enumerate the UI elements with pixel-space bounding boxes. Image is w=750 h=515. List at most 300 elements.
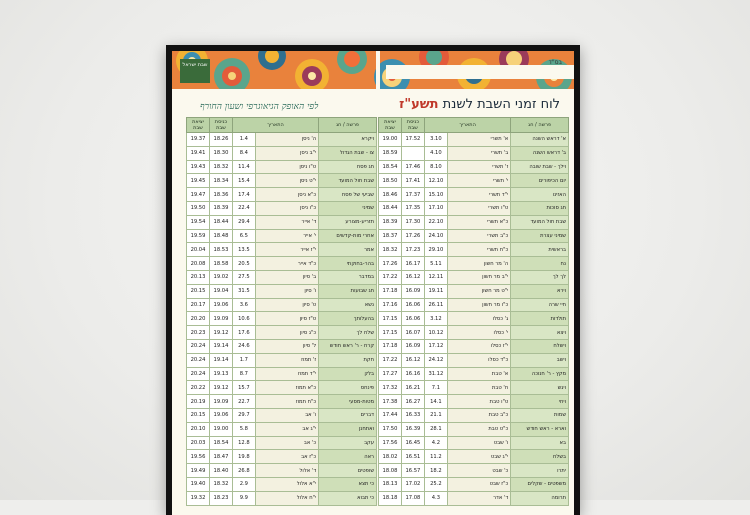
table-row: [379, 339, 569, 353]
corner-label: בס"ד: [548, 59, 562, 66]
parasha-cell: ראה: [319, 450, 377, 464]
table-row: [379, 160, 569, 174]
schedule-table-right: [378, 117, 569, 506]
table-row: [379, 436, 569, 450]
hebrew-date-cell: ה' מר חשון: [447, 257, 510, 271]
shabbat-enter-cell: 18.36: [209, 188, 232, 202]
header-exit: יציאת שבת: [379, 118, 402, 133]
hebrew-date-cell: י"א אלול: [255, 477, 318, 491]
shabbat-exit-cell: 18.02: [379, 450, 402, 464]
parasha-cell: משפטים - שקלים: [511, 477, 569, 491]
shabbat-exit-cell: 20.17: [187, 298, 210, 312]
hebrew-date-cell: א' טבת: [447, 367, 510, 381]
hebrew-date-cell: כ"ו מר חשון: [447, 298, 510, 312]
table-row: [379, 133, 569, 147]
hebrew-date-cell: ו' אב: [255, 408, 318, 422]
civil-date-cell: 21.1: [424, 408, 447, 422]
parasha-cell: שמות: [511, 408, 569, 422]
table-row: [187, 270, 377, 284]
header-date: התאריך: [232, 118, 318, 133]
shabbat-exit-cell: 19.40: [187, 477, 210, 491]
shabbat-exit-cell: 17.16: [379, 298, 402, 312]
shabbat-enter-cell: 16.07: [401, 326, 424, 340]
civil-date-cell: 10.12: [424, 326, 447, 340]
shabbat-exit-cell: 17.15: [379, 326, 402, 340]
shabbat-exit-cell: 19.50: [187, 201, 210, 215]
parasha-cell: ב' דראש השנה: [511, 146, 569, 160]
shabbat-enter-cell: 17.41: [401, 174, 424, 188]
parasha-cell: חקת: [319, 353, 377, 367]
title-year: תשע"ז: [399, 97, 439, 112]
shabbat-exit-cell: 17.32: [379, 381, 402, 395]
civil-date-cell: 5.8: [232, 422, 255, 436]
civil-date-cell: 24.6: [232, 339, 255, 353]
hebrew-date-cell: ח' טבת: [447, 381, 510, 395]
parasha-cell: וארא - ראש חודש: [511, 422, 569, 436]
parasha-cell: מטות-מסעי: [319, 395, 377, 409]
parasha-cell: עקב: [319, 436, 377, 450]
table-row: [379, 298, 569, 312]
shabbat-enter-cell: 16.33: [401, 408, 424, 422]
hebrew-date-cell: י"ט מר חשון: [447, 284, 510, 298]
parasha-cell: אמר: [319, 243, 377, 257]
shabbat-exit-cell: 17.44: [379, 408, 402, 422]
parasha-cell: נח: [511, 257, 569, 271]
shabbat-enter-cell: 17.37: [401, 188, 424, 202]
shabbat-exit-cell: 18.13: [379, 477, 402, 491]
parasha-cell: תולדות: [511, 312, 569, 326]
shabbat-exit-cell: 20.20: [187, 312, 210, 326]
table-row: [187, 339, 377, 353]
civil-date-cell: 24.12: [424, 353, 447, 367]
hebrew-date-cell: כ"ו ניסן: [255, 201, 318, 215]
hebrew-date-cell: י"ט ניסן: [255, 174, 318, 188]
civil-date-cell: 11.2: [424, 450, 447, 464]
shabbat-exit-cell: 17.50: [379, 422, 402, 436]
hebrew-date-cell: י"ג שבט: [447, 450, 510, 464]
civil-date-cell: 26.8: [232, 464, 255, 478]
shabbat-enter-cell: 16.09: [401, 284, 424, 298]
hebrew-date-cell: ד' אדר: [447, 491, 510, 505]
parasha-cell: בא: [511, 436, 569, 450]
civil-date-cell: 14.1: [424, 395, 447, 409]
hebrew-date-cell: ט' סיון: [255, 298, 318, 312]
parasha-cell: שבת חול המועד: [511, 215, 569, 229]
shabbat-exit-cell: 19.59: [187, 229, 210, 243]
shabbat-enter-cell: 16.12: [401, 270, 424, 284]
poster-subtitle: לפי האופק הגיאוגרפי ושעון החורף: [200, 102, 319, 112]
hebrew-date-cell: י' תשרי: [447, 174, 510, 188]
civil-date-cell: 31.12: [424, 367, 447, 381]
shabbat-enter-cell: 19.12: [209, 326, 232, 340]
table-row: [187, 243, 377, 257]
shabbat-enter-cell: 19.09: [209, 312, 232, 326]
table-row: [379, 270, 569, 284]
shabbat-enter-cell: 16.21: [401, 381, 424, 395]
shabbat-enter-cell: 16.06: [401, 298, 424, 312]
civil-date-cell: 29.4: [232, 215, 255, 229]
shabbat-exit-cell: 19.32: [187, 491, 210, 505]
shabbat-exit-cell: 20.15: [187, 284, 210, 298]
table-row: [187, 174, 377, 188]
table-row: [187, 229, 377, 243]
civil-date-cell: 12.11: [424, 270, 447, 284]
hebrew-date-cell: ו' סיון: [255, 284, 318, 298]
parasha-cell: תרומה: [511, 491, 569, 505]
civil-date-cell: 4.2: [424, 436, 447, 450]
table-row: [379, 408, 569, 422]
parasha-cell: כי תצא: [319, 477, 377, 491]
civil-date-cell: 3.10: [424, 133, 447, 147]
shabbat-exit-cell: 20.08: [187, 257, 210, 271]
shabbat-exit-cell: 18.44: [379, 201, 402, 215]
shabbat-enter-cell: 19.04: [209, 284, 232, 298]
table-row: [187, 326, 377, 340]
civil-date-cell: 3.6: [232, 298, 255, 312]
parasha-cell: אחרי מות-קדשים: [319, 229, 377, 243]
header-parasha: פרשה / חג: [319, 118, 377, 133]
shabbat-enter-cell: 16.09: [401, 339, 424, 353]
civil-date-cell: 22.10: [424, 215, 447, 229]
parasha-cell: ויקרא: [319, 133, 377, 147]
hebrew-date-cell: כ"ד כסלו: [447, 353, 510, 367]
shabbat-exit-cell: 17.27: [379, 367, 402, 381]
shabbat-exit-cell: 17.18: [379, 284, 402, 298]
shabbat-enter-cell: 17.30: [401, 215, 424, 229]
parasha-cell: חג שבועות: [319, 284, 377, 298]
civil-date-cell: 29.7: [232, 408, 255, 422]
shabbat-enter-cell: 16.16: [401, 367, 424, 381]
hebrew-date-cell: ד' אלול: [255, 464, 318, 478]
shabbat-enter-cell: 18.44: [209, 215, 232, 229]
parasha-cell: ואתחנן: [319, 422, 377, 436]
table-row: [379, 312, 569, 326]
parasha-cell: יום הכיפורים: [511, 174, 569, 188]
civil-date-cell: 17.4: [232, 188, 255, 202]
shabbat-exit-cell: 18.37: [379, 229, 402, 243]
civil-date-cell: 8.10: [424, 160, 447, 174]
parasha-cell: חיי שרה: [511, 298, 569, 312]
hebrew-date-cell: ה' ניסן: [255, 133, 318, 147]
table-row: [187, 312, 377, 326]
table-header-row: [379, 118, 569, 133]
shabbat-exit-cell: 20.24: [187, 353, 210, 367]
hebrew-date-cell: כ"ז שבט: [447, 477, 510, 491]
parasha-cell: בשלח: [511, 450, 569, 464]
hebrew-date-cell: י' אייר: [255, 229, 318, 243]
parasha-cell: תזריע-מצורע: [319, 215, 377, 229]
hebrew-date-cell: כ' אב: [255, 436, 318, 450]
table-row: [187, 464, 377, 478]
shabbat-enter-cell: 18.54: [209, 436, 232, 450]
hebrew-date-cell: ו' שבט: [447, 436, 510, 450]
shabbat-enter-cell: 18.23: [209, 491, 232, 505]
civil-date-cell: 24.10: [424, 229, 447, 243]
table-row: [379, 146, 569, 160]
civil-date-cell: 1.7: [232, 353, 255, 367]
shabbat-enter-cell: 16.27: [401, 395, 424, 409]
civil-date-cell: 11.4: [232, 160, 255, 174]
civil-date-cell: 8.7: [232, 367, 255, 381]
hebrew-date-cell: כ"ב תשרי: [447, 229, 510, 243]
civil-date-cell: 26.11: [424, 298, 447, 312]
civil-date-cell: 3.12: [424, 312, 447, 326]
shabbat-enter-cell: 16.57: [401, 464, 424, 478]
hebrew-date-cell: כ"ד אייר: [255, 257, 318, 271]
civil-date-cell: 6.5: [232, 229, 255, 243]
shabbat-enter-cell: 19.09: [209, 395, 232, 409]
hebrew-date-cell: י' כסלו: [447, 326, 510, 340]
shabbat-enter-cell: [401, 146, 424, 160]
table-row: [379, 257, 569, 271]
header-exit: יציאת שבת: [187, 118, 210, 133]
hebrew-date-cell: ז' תשרי: [447, 160, 510, 174]
table-row: [379, 464, 569, 478]
hebrew-date-cell: ד' אייר: [255, 215, 318, 229]
table-row: [187, 298, 377, 312]
shabbat-exit-cell: 17.22: [379, 270, 402, 284]
shabbat-exit-cell: 17.18: [379, 339, 402, 353]
civil-date-cell: 12.8: [232, 436, 255, 450]
parasha-cell: שבת חול המועד: [319, 174, 377, 188]
logo: [180, 59, 210, 83]
shabbat-exit-cell: 17.56: [379, 436, 402, 450]
shabbat-enter-cell: 17.23: [401, 243, 424, 257]
hebrew-date-cell: כ' שבט: [447, 464, 510, 478]
shabbat-enter-cell: 17.02: [401, 477, 424, 491]
civil-date-cell: 12.10: [424, 174, 447, 188]
header-enter: כניסת שבת: [401, 118, 424, 133]
poster-frame: [166, 45, 580, 515]
shabbat-enter-cell: 17.52: [401, 133, 424, 147]
shabbat-exit-cell: 18.32: [379, 243, 402, 257]
table-row: [187, 491, 377, 505]
hebrew-date-cell: ב' תשרי: [447, 146, 510, 160]
civil-date-cell: 17.10: [424, 201, 447, 215]
hebrew-date-cell: י"ז כסלו: [447, 339, 510, 353]
shabbat-exit-cell: 17.26: [379, 257, 402, 271]
shabbat-exit-cell: 19.47: [187, 188, 210, 202]
shabbat-enter-cell: 18.48: [209, 229, 232, 243]
shabbat-exit-cell: 18.54: [379, 160, 402, 174]
civil-date-cell: 10.6: [232, 312, 255, 326]
table-row: [379, 326, 569, 340]
shabbat-enter-cell: 18.32: [209, 160, 232, 174]
parasha-cell: וירא: [511, 284, 569, 298]
shabbat-enter-cell: 17.26: [401, 229, 424, 243]
parasha-cell: בהר-בחוקתי: [319, 257, 377, 271]
parasha-cell: צו - שבת הגדול: [319, 146, 377, 160]
schedule-table-left: [186, 117, 377, 506]
civil-date-cell: 5.11: [424, 257, 447, 271]
table-row: [379, 353, 569, 367]
decorative-banner: [172, 51, 574, 93]
header-enter: כניסת שבת: [209, 118, 232, 133]
shabbat-exit-cell: 18.18: [379, 491, 402, 505]
civil-date-cell: 4.10: [424, 146, 447, 160]
hebrew-date-cell: כ"ב טבת: [447, 408, 510, 422]
shabbat-enter-cell: 16.17: [401, 257, 424, 271]
schedule-body-right: [379, 133, 569, 506]
table-row: [187, 422, 377, 436]
table-row: [187, 477, 377, 491]
parasha-cell: שלח לך: [319, 326, 377, 340]
parasha-cell: חג סוכות: [511, 201, 569, 215]
table-row: [379, 450, 569, 464]
shabbat-exit-cell: 19.54: [187, 215, 210, 229]
table-row: [187, 436, 377, 450]
header-parasha: פרשה / חג: [511, 118, 569, 133]
shabbat-enter-cell: 16.39: [401, 422, 424, 436]
table-row: [379, 422, 569, 436]
shabbat-enter-cell: 19.00: [209, 422, 232, 436]
shabbat-enter-cell: 18.53: [209, 243, 232, 257]
hebrew-date-cell: י"ד תשרי: [447, 188, 510, 202]
civil-date-cell: 28.1: [424, 422, 447, 436]
title-row: [172, 97, 574, 117]
logo-text: שבת ישראל: [182, 62, 208, 68]
table-row: [187, 450, 377, 464]
table-row: [379, 367, 569, 381]
hebrew-date-cell: י"ד תמוז: [255, 367, 318, 381]
hebrew-date-cell: כ"ז אב: [255, 450, 318, 464]
shabbat-enter-cell: 19.02: [209, 270, 232, 284]
table-row: [187, 353, 377, 367]
hebrew-date-cell: י"ג אב: [255, 422, 318, 436]
table-row: [187, 367, 377, 381]
shabbat-exit-cell: 20.24: [187, 367, 210, 381]
shabbat-exit-cell: 20.22: [187, 381, 210, 395]
shabbat-exit-cell: 20.10: [187, 422, 210, 436]
shabbat-exit-cell: 19.49: [187, 464, 210, 478]
table-row: [187, 133, 377, 147]
poster-paper: [172, 51, 574, 515]
parasha-cell: חג פסח: [319, 160, 377, 174]
parasha-cell: כי תבוא: [319, 491, 377, 505]
hebrew-date-cell: ט"ו תשרי: [447, 201, 510, 215]
table-row: [187, 257, 377, 271]
shabbat-enter-cell: 16.51: [401, 450, 424, 464]
shabbat-enter-cell: 17.35: [401, 201, 424, 215]
hebrew-date-cell: כ"א תמוז: [255, 381, 318, 395]
civil-date-cell: 4.3: [424, 491, 447, 505]
table-row: [187, 188, 377, 202]
parasha-cell: ויצא: [511, 326, 569, 340]
civil-date-cell: 19.11: [424, 284, 447, 298]
table-row: [187, 215, 377, 229]
shabbat-exit-cell: 19.37: [187, 133, 210, 147]
civil-date-cell: 18.2: [424, 464, 447, 478]
shabbat-exit-cell: 17.38: [379, 395, 402, 409]
shabbat-enter-cell: 18.34: [209, 174, 232, 188]
civil-date-cell: 15.7: [232, 381, 255, 395]
shabbat-enter-cell: 18.40: [209, 464, 232, 478]
parasha-cell: יתרו: [511, 464, 569, 478]
shabbat-enter-cell: 19.14: [209, 339, 232, 353]
shabbat-enter-cell: 18.47: [209, 450, 232, 464]
hebrew-date-cell: ט"ו ניסן: [255, 160, 318, 174]
parasha-cell: א' דראש השנה: [511, 133, 569, 147]
shabbat-enter-cell: 19.12: [209, 381, 232, 395]
hebrew-date-cell: א' תשרי: [447, 133, 510, 147]
civil-date-cell: 25.2: [424, 477, 447, 491]
table-header-row: [187, 118, 377, 133]
parasha-cell: בראשית: [511, 243, 569, 257]
parasha-cell: ויגש: [511, 381, 569, 395]
civil-date-cell: 7.1: [424, 381, 447, 395]
shabbat-exit-cell: 17.22: [379, 353, 402, 367]
hebrew-date-cell: כ"ג סיון: [255, 326, 318, 340]
shabbat-exit-cell: 20.24: [187, 339, 210, 353]
shabbat-exit-cell: 19.43: [187, 160, 210, 174]
header-date: התאריך: [424, 118, 510, 133]
table-row: [379, 188, 569, 202]
shabbat-exit-cell: 20.03: [187, 436, 210, 450]
shabbat-exit-cell: 18.59: [379, 146, 402, 160]
shabbat-enter-cell: 18.26: [209, 133, 232, 147]
table-row: [379, 477, 569, 491]
parasha-cell: בהעלותך: [319, 312, 377, 326]
civil-date-cell: 31.5: [232, 284, 255, 298]
civil-date-cell: 8.4: [232, 146, 255, 160]
poster-title: [399, 97, 560, 112]
parasha-cell: שמיני: [319, 201, 377, 215]
parasha-cell: קרח - ר' ראש חודש: [319, 339, 377, 353]
hebrew-date-cell: ז' תמוז: [255, 353, 318, 367]
shabbat-exit-cell: 19.00: [379, 133, 402, 147]
shabbat-exit-cell: 20.23: [187, 326, 210, 340]
parasha-cell: שביעי של פסח: [319, 188, 377, 202]
parasha-cell: במדבר: [319, 270, 377, 284]
table-row: [379, 215, 569, 229]
shabbat-exit-cell: 18.50: [379, 174, 402, 188]
parasha-cell: נשא: [319, 298, 377, 312]
civil-date-cell: 17.12: [424, 339, 447, 353]
parasha-cell: דברים: [319, 408, 377, 422]
shabbat-enter-cell: 19.06: [209, 408, 232, 422]
shabbat-enter-cell: 17.08: [401, 491, 424, 505]
table-row: [379, 229, 569, 243]
hebrew-date-cell: כ"ח תשרי: [447, 243, 510, 257]
schedule-body-left: [187, 133, 377, 506]
table-row: [187, 160, 377, 174]
table-row: [379, 174, 569, 188]
shabbat-exit-cell: 20.19: [187, 395, 210, 409]
shabbat-enter-cell: 19.06: [209, 298, 232, 312]
shabbat-enter-cell: 16.12: [401, 353, 424, 367]
parasha-cell: וישב: [511, 353, 569, 367]
civil-date-cell: 15.4: [232, 174, 255, 188]
table-row: [187, 408, 377, 422]
table-row: [187, 284, 377, 298]
table-row: [379, 243, 569, 257]
civil-date-cell: 13.5: [232, 243, 255, 257]
civil-date-cell: 1.4: [232, 133, 255, 147]
table-row: [379, 201, 569, 215]
civil-date-cell: 29.10: [424, 243, 447, 257]
civil-date-cell: 2.9: [232, 477, 255, 491]
civil-date-cell: 17.6: [232, 326, 255, 340]
civil-date-cell: 27.5: [232, 270, 255, 284]
title-prefix: לוח זמני השבת לשנת: [442, 97, 560, 112]
parasha-cell: מקץ - ר' חנוכה: [511, 367, 569, 381]
shabbat-enter-cell: 16.45: [401, 436, 424, 450]
mandala-pattern-icon: [172, 51, 574, 93]
parasha-cell: האזינו: [511, 188, 569, 202]
hebrew-date-cell: ט"ז סיון: [255, 312, 318, 326]
civil-date-cell: 15.10: [424, 188, 447, 202]
hebrew-date-cell: י"ז אייר: [255, 243, 318, 257]
